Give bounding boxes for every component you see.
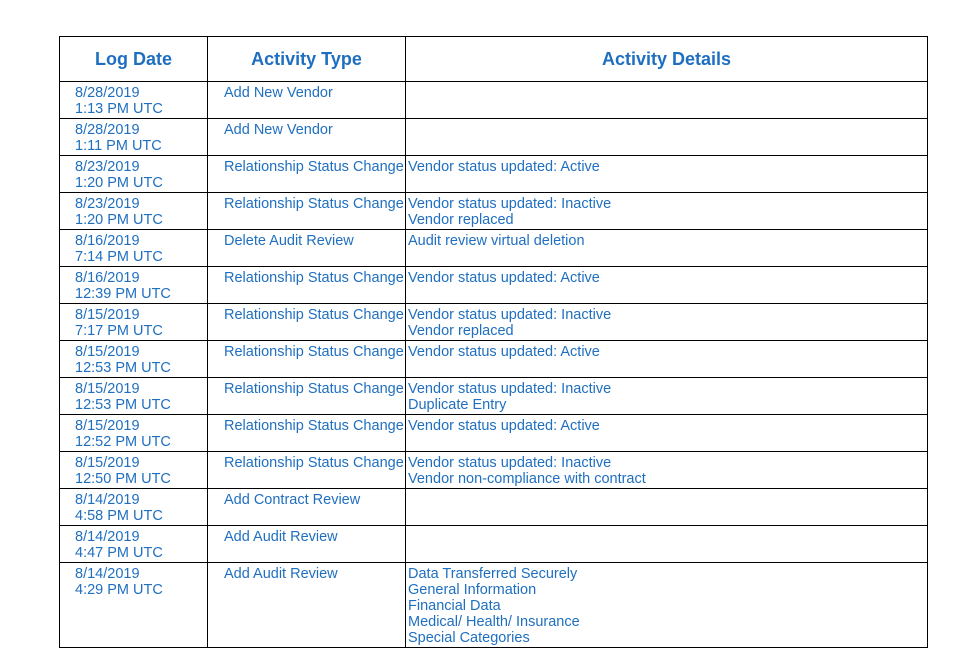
log-date-cell (60, 415, 208, 452)
log-date: 8/23/2019 (75, 159, 140, 175)
activity-details-cell (406, 563, 928, 648)
log-date-cell (60, 193, 208, 230)
log-time: 4:47 PM UTC (75, 545, 163, 561)
activity-detail-line: Vendor replaced (408, 323, 514, 339)
activity-detail-line: Vendor status updated: Inactive (408, 307, 612, 323)
activity-detail-line: Audit review virtual deletion (408, 233, 585, 249)
log-date-cell (60, 119, 208, 156)
log-date-cell (60, 489, 208, 526)
log-time: 12:52 PM UTC (75, 434, 171, 450)
log-time: 1:20 PM UTC (75, 175, 163, 191)
activity-details-cell (406, 526, 928, 563)
activity-detail-line: Vendor replaced (408, 212, 514, 228)
log-date: 8/15/2019 (75, 307, 140, 323)
log-time: 4:58 PM UTC (75, 508, 163, 524)
log-time: 7:14 PM UTC (75, 249, 163, 265)
activity-type-cell (208, 489, 406, 526)
activity-detail-line: Medical/ Health/ Insurance (408, 614, 580, 630)
header-log-date: Log Date (60, 37, 208, 82)
log-date: 8/14/2019 (75, 566, 140, 582)
log-date-cell (60, 230, 208, 267)
table-row (60, 304, 928, 341)
activity-details-cell (406, 415, 928, 452)
table-row (60, 156, 928, 193)
table-row (60, 193, 928, 230)
log-time: 1:13 PM UTC (75, 101, 163, 117)
table-row (60, 82, 928, 119)
log-date: 8/16/2019 (75, 270, 140, 286)
table-row (60, 230, 928, 267)
activity-detail-line: Vendor status updated: Inactive (408, 455, 612, 471)
activity-type-cell (208, 230, 406, 267)
activity-type: Relationship Status Change (224, 307, 404, 323)
header-activity-details: Activity Details (406, 37, 928, 82)
log-time: 4:29 PM UTC (75, 582, 163, 598)
activity-details-cell (406, 156, 928, 193)
table-row (60, 341, 928, 378)
activity-detail-line: Data Transferred Securely (408, 566, 578, 582)
activity-type: Relationship Status Change (224, 344, 404, 360)
log-time: 12:53 PM UTC (75, 360, 171, 376)
activity-detail-line: Vendor status updated: Active (408, 344, 600, 360)
header-row (60, 37, 928, 82)
activity-type-cell (208, 267, 406, 304)
activity-type-cell (208, 119, 406, 156)
activity-type-cell (208, 193, 406, 230)
log-date: 8/28/2019 (75, 122, 140, 138)
log-date: 8/14/2019 (75, 529, 140, 545)
activity-detail-line: Vendor status updated: Inactive (408, 381, 612, 397)
activity-type: Add New Vendor (224, 122, 333, 138)
activity-detail-line: Duplicate Entry (408, 397, 507, 413)
activity-detail-line: General Information (408, 582, 537, 598)
log-date: 8/14/2019 (75, 492, 140, 508)
activity-detail-line: Vendor status updated: Inactive (408, 196, 612, 212)
table-row (60, 267, 928, 304)
activity-type: Relationship Status Change (224, 418, 404, 434)
log-time: 1:20 PM UTC (75, 212, 163, 228)
log-date: 8/15/2019 (75, 344, 140, 360)
activity-details-cell (406, 489, 928, 526)
activity-detail-line: Vendor status updated: Active (408, 270, 600, 286)
activity-type-cell (208, 156, 406, 193)
activity-type-cell (208, 526, 406, 563)
activity-detail-line: Financial Data (408, 598, 501, 614)
activity-details-cell (406, 341, 928, 378)
log-date-cell (60, 267, 208, 304)
activity-details-cell (406, 267, 928, 304)
log-time: 12:50 PM UTC (75, 471, 171, 487)
activity-type: Add Contract Review (224, 492, 361, 508)
activity-details-cell (406, 119, 928, 156)
log-time: 1:11 PM UTC (75, 138, 162, 154)
activity-detail-line: Vendor non-compliance with contract (408, 471, 646, 487)
activity-type: Add Audit Review (224, 529, 338, 545)
activity-detail-line: Vendor status updated: Active (408, 159, 600, 175)
log-time: 7:17 PM UTC (75, 323, 163, 339)
activity-detail-line: Vendor status updated: Active (408, 418, 600, 434)
log-date: 8/23/2019 (75, 196, 140, 212)
log-date: 8/15/2019 (75, 381, 140, 397)
table-row (60, 378, 928, 415)
activity-type-cell (208, 378, 406, 415)
activity-details-cell (406, 378, 928, 415)
log-time: 12:53 PM UTC (75, 397, 171, 413)
table-row (60, 119, 928, 156)
table-row (60, 526, 928, 563)
activity-details-cell (406, 82, 928, 119)
log-date: 8/28/2019 (75, 85, 140, 101)
table-row (60, 489, 928, 526)
table-row (60, 452, 928, 489)
log-date-cell (60, 378, 208, 415)
activity-type: Relationship Status Change (224, 455, 404, 471)
activity-details-cell (406, 193, 928, 230)
log-date-cell (60, 304, 208, 341)
activity-type: Add Audit Review (224, 566, 338, 582)
activity-type: Relationship Status Change (224, 159, 404, 175)
activity-details-cell (406, 452, 928, 489)
activity-type: Add New Vendor (224, 85, 333, 101)
activity-type: Relationship Status Change (224, 196, 404, 212)
log-date-cell (60, 526, 208, 563)
log-date: 8/16/2019 (75, 233, 140, 249)
log-date-cell (60, 156, 208, 193)
activity-type-cell (208, 341, 406, 378)
table-row (60, 563, 928, 648)
activity-detail-line: Special Categories (408, 630, 530, 646)
log-date-cell (60, 452, 208, 489)
log-date-cell (60, 82, 208, 119)
log-date-cell (60, 563, 208, 648)
activity-type: Delete Audit Review (224, 233, 354, 249)
table-row (60, 415, 928, 452)
log-date: 8/15/2019 (75, 455, 140, 471)
activity-type-cell (208, 563, 406, 648)
activity-details-cell (406, 304, 928, 341)
activity-type-cell (208, 82, 406, 119)
activity-type-cell (208, 452, 406, 489)
log-date: 8/15/2019 (75, 418, 140, 434)
activity-type: Relationship Status Change (224, 270, 404, 286)
activity-log-table (59, 36, 928, 648)
activity-type-cell (208, 304, 406, 341)
activity-details-cell (406, 230, 928, 267)
activity-type: Relationship Status Change (224, 381, 404, 397)
header-activity-type: Activity Type (208, 37, 406, 82)
activity-type-cell (208, 415, 406, 452)
table-body (60, 82, 928, 648)
log-time: 12:39 PM UTC (75, 286, 171, 302)
log-date-cell (60, 341, 208, 378)
